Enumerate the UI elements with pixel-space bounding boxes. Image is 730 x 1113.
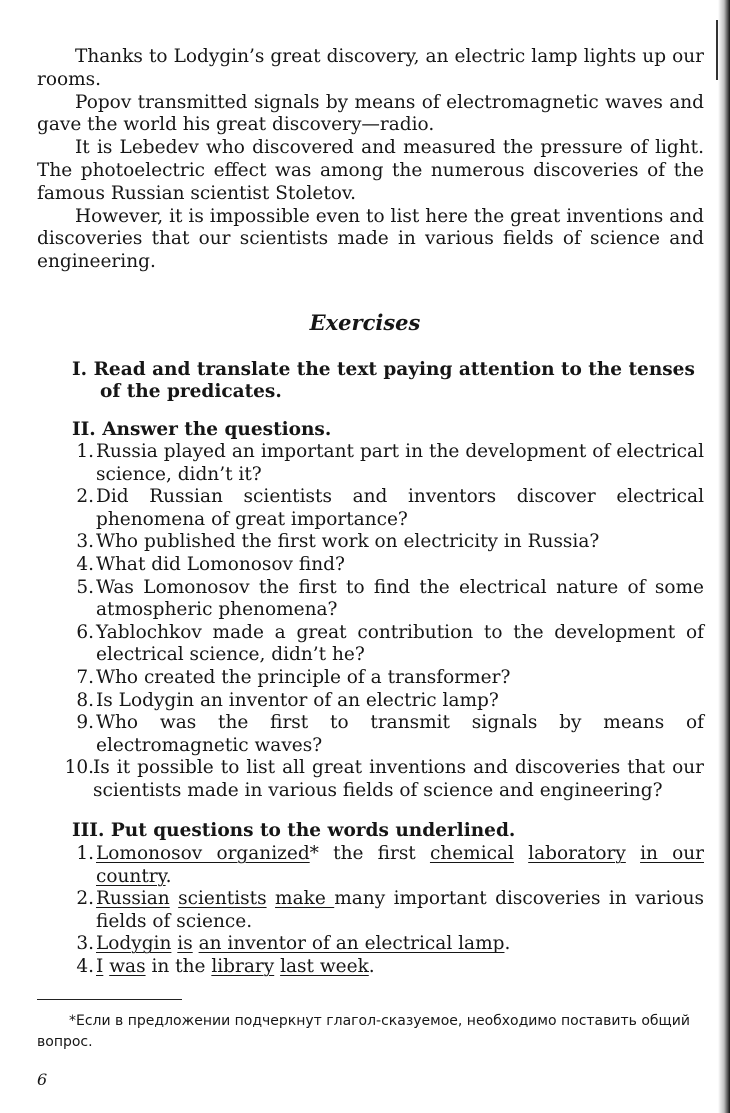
section-1-text: Read and translate the text paying attention to the tenses of the predicates. (93, 359, 695, 402)
item-text: in the (145, 955, 212, 977)
exercise-item (50, 956, 704, 979)
question-number: 3. (76, 531, 94, 553)
question-item (50, 531, 704, 554)
question-number: 1. (76, 441, 94, 462)
underlined-word: is (177, 933, 193, 955)
question-number: 4. (76, 553, 94, 575)
exercises-title: Exercises (309, 310, 421, 335)
question-item (50, 441, 704, 486)
underlined-word: Lodygin (96, 933, 172, 955)
question-number: 5. (76, 576, 94, 598)
question-number: 10. (64, 757, 94, 779)
exercise-item (50, 888, 704, 933)
intro-paragraph: It is Lebedev who discovered and measured the pressure of light. The photoelectric effect was among the numerous discoveries of the famous Russian scientist Stoletov. (37, 137, 704, 204)
exercise-item (50, 933, 704, 956)
item-number: 2. (76, 888, 94, 910)
underlined-word: Russian (96, 888, 170, 910)
question-text: Who published the first work on electricity in Russia? (96, 531, 600, 553)
intro-paragraph: Popov transmitted signals by means of electromagnetic waves and gave the world his great discovery—radio. (37, 91, 704, 136)
question-text: Is it possible to list all great inventions and discoveries that our scientists made in various fields of science and engineering? (93, 757, 704, 801)
section-1-number: I. (72, 359, 88, 380)
question-text: Who was the first to transmit signals by means of electromagnetic waves? (96, 712, 704, 756)
intro-text (37, 46, 704, 274)
item-text: . (165, 865, 172, 887)
question-number: 7. (76, 666, 94, 688)
intro-paragraph: However, it is impossible even to list here the great inventions and discoveries that our scientists made in various fields of science and engineering. (37, 205, 704, 273)
footnote: *Если в предложении подчеркнут глагол-сказуемое, необходимо поставить общий вопрос. (37, 1013, 690, 1050)
question-item (50, 486, 704, 531)
intro-paragraph: Thanks to Lodygin’s great discovery, an electric lamp lights up our rooms. (37, 46, 704, 90)
section-2-heading: II. Answer the questions. (72, 419, 332, 440)
item-number: 3. (76, 933, 94, 955)
question-item (50, 554, 704, 577)
scan-shadow-edge (718, 0, 730, 1113)
question-text: Did Russian scientists and inventors discover electrical phenomena of great importance? (96, 486, 704, 530)
underlined-word: library (211, 955, 275, 977)
question-number: 6. (76, 621, 94, 643)
footnote-rule (37, 999, 182, 1000)
question-item (50, 667, 704, 690)
question-item (50, 577, 704, 622)
question-text: Who created the principle of a transformer? (96, 666, 511, 688)
item-text (170, 888, 178, 909)
underlined-word: in our country (96, 843, 704, 887)
question-text: What did Lomonosov find? (96, 553, 345, 575)
question-number: 8. (76, 689, 94, 711)
question-number: 2. (76, 486, 94, 508)
underlined-word: last week (280, 955, 369, 977)
question-text: Russia played an important part in the development of electrical science, didn’t it? (96, 441, 704, 485)
item-text: . (504, 933, 511, 955)
question-item (50, 690, 704, 713)
underlined-items-list (50, 843, 704, 979)
item-text: * (309, 843, 319, 864)
item-text (626, 843, 640, 864)
underlined-word: was (109, 955, 146, 977)
underlined-word: an inventor of an electrical lamp (198, 933, 505, 955)
question-item (50, 757, 704, 802)
underlined-word: laboratory (528, 843, 626, 864)
item-number: 4. (76, 955, 94, 977)
question-item (50, 712, 704, 757)
scan-edge-mark (716, 20, 718, 80)
item-number: 1. (76, 843, 94, 864)
item-text: many important discoveries in various fields of science. (96, 888, 704, 932)
section-1-heading (72, 359, 704, 403)
item-text (267, 888, 275, 909)
item-text (514, 843, 528, 864)
question-item (50, 622, 704, 667)
item-text: . (368, 955, 375, 977)
question-text: Was Lomonosov the first to find the electrical nature of some atmospheric phenomena? (96, 576, 704, 621)
page-number: 6 (37, 1070, 48, 1089)
question-text: Is Lodygin an inventor of an electric lamp? (96, 689, 499, 711)
section-3-heading: III. Put questions to the words underlined. (72, 820, 516, 841)
underlined-word: I (96, 955, 104, 977)
question-text: Yablochkov made a great contribution to the development of electrical science, didn’t he? (96, 621, 704, 666)
underlined-word: Lomonosov organized (96, 843, 310, 864)
underlined-word: scientists (178, 888, 267, 910)
underlined-word: chemical (429, 843, 514, 864)
question-number: 9. (76, 712, 94, 734)
item-text: the first (318, 843, 430, 864)
exercise-item (50, 843, 704, 888)
underlined-word: make (275, 888, 335, 910)
questions-list (50, 441, 704, 803)
